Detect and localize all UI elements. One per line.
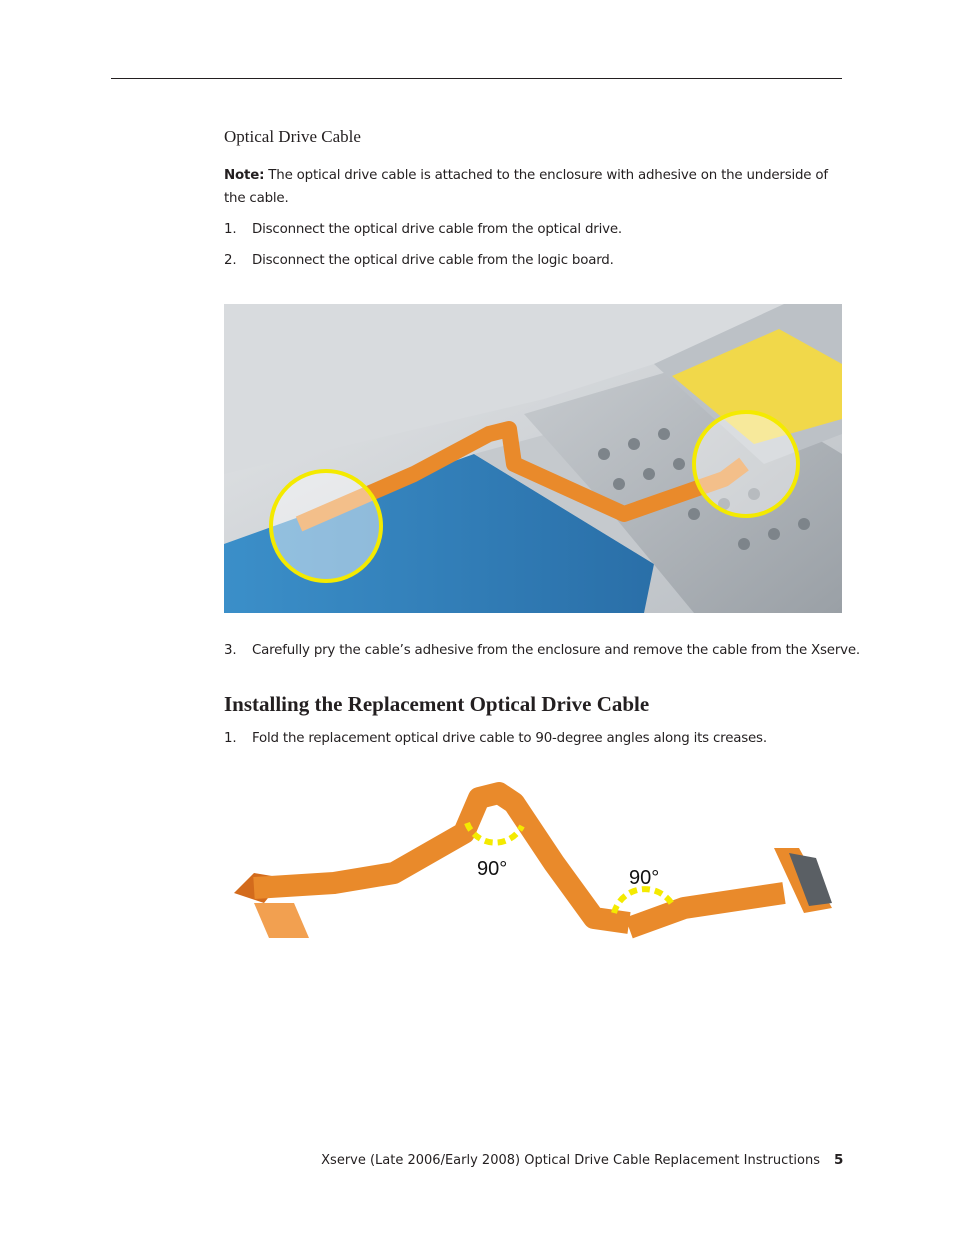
footer-doc-title: Xserve (Late 2006/Early 2008) Optical Drive Cable Replacement Instructions — [321, 1153, 820, 1168]
step-number: 1. — [224, 222, 237, 237]
note-label: Note: — [224, 168, 265, 183]
step-number: 3. — [224, 643, 237, 658]
page-number: 5 — [834, 1152, 844, 1168]
note-paragraph — [224, 164, 842, 210]
header-rule — [111, 78, 842, 79]
step-text: Disconnect the optical drive cable from the optical drive. — [252, 222, 622, 237]
angle-label: 90° — [477, 858, 508, 880]
folded-cable-photo — [224, 778, 842, 958]
section-title: Installing the Replacement Optical Drive Cable — [224, 692, 650, 716]
step-number: 2. — [224, 253, 237, 268]
angle-label: 90° — [629, 867, 660, 889]
note-text: The optical drive cable is attached to the enclosure with adhesive on the underside of the cable. — [224, 168, 828, 206]
step-text: Fold the replacement optical drive cable to 90-degree angles along its creases. — [252, 731, 767, 746]
step-text: Disconnect the optical drive cable from the logic board. — [252, 253, 614, 268]
step-text: Carefully pry the cable’s adhesive from the enclosure and remove the cable from the Xserve. — [252, 643, 860, 658]
subsection-title: Optical Drive Cable — [224, 127, 361, 146]
step-number: 1. — [224, 731, 237, 746]
enclosure-photo — [224, 304, 842, 613]
